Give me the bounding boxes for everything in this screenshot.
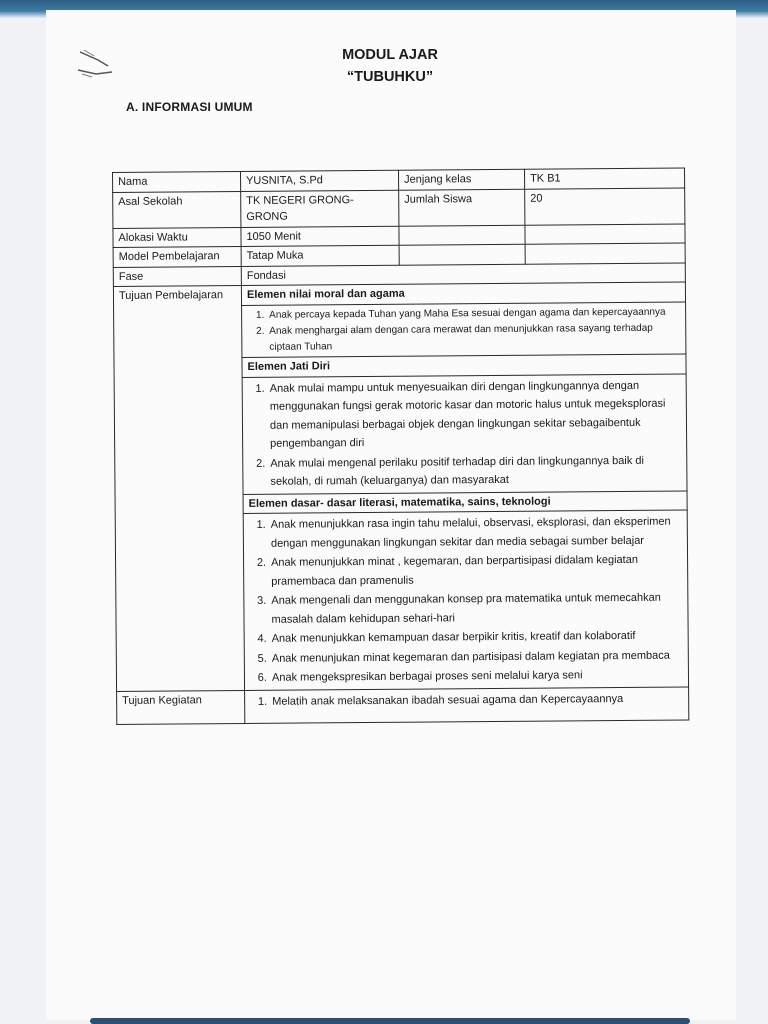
bottom-edge-shadow: [90, 1018, 690, 1024]
jenjang-value: TK B1: [524, 168, 684, 189]
tujuan-kegiatan-items: [245, 686, 689, 723]
info-table-wrapper: [112, 168, 689, 772]
sekolah-label: Asal Sekolah: [113, 191, 241, 228]
tujuan-pembelajaran-label: Tujuan Pembelajaran: [113, 285, 244, 690]
list-item: 1. Anak menunjukkan rasa ingin tahu melalui, observasi, eksplorasi, dan eksperimen dengan menggunakan lingkungan sekitar dan media sebagai sumber belajar: [269, 513, 682, 553]
empty-cell: [399, 225, 525, 245]
section-title-jati-diri: Elemen Jati Diri: [242, 354, 686, 377]
table-row: [113, 188, 685, 228]
objective-list: [250, 689, 683, 711]
list-item: 5. Anak menunjukan minat kegemaran dan partisipasi dalam kegiatan pra membaca: [270, 646, 683, 668]
objective-list: [247, 304, 680, 355]
empty-cell: [399, 244, 525, 264]
list-item: 1. Melatih anak melaksanakan ibadah sesuai agama dan Kepercayaannya: [270, 689, 683, 711]
alokasi-value: 1050 Menit: [241, 226, 399, 247]
section-title-literasi: Elemen dasar- dasar literasi, matematika, sains, teknologi: [243, 490, 687, 513]
list-item: 3. Anak mengenali dan menggunakan konsep pra matematika untuk memecahkan masalah dalam kehidupan sehari-hari: [269, 589, 682, 629]
objective-list: [249, 513, 683, 688]
empty-cell: [525, 243, 685, 264]
jumlah-label: Jumlah Siswa: [399, 189, 525, 226]
empty-cell: [525, 224, 685, 245]
model-value: Tatap Muka: [241, 245, 399, 266]
list-item: 4. Anak menunjukkan kemampuan dasar berpikir kritis, kreatif dan kolaboratif: [270, 627, 683, 649]
list-item: 2. Anak mulai mengenal perilaku positif terhadap diri dan lingkungannya baik di sekolah, di rumah (keluarganya) dan masyarakat: [268, 451, 681, 491]
list-item: 2. Anak menghargai alam dengan cara merawat dan menunjukkan rasa sayang terhadap ciptaan Tuhan: [267, 321, 680, 355]
model-label: Model Pembelajaran: [113, 246, 241, 267]
list-item: 2. Anak menunjukkan minat , kegemaran, dan berpartisipasi didalam kegiatan pramembaca dan pramenulis: [269, 551, 682, 591]
document-subtitle: “TUBUHKU”: [346, 69, 434, 85]
list-item: 6. Anak mengekspresikan berbagai proses seni melalui karya seni: [270, 666, 683, 688]
section-items-moral: [242, 301, 686, 357]
section-items-jati-diri: [242, 373, 687, 493]
list-item: 1. Anak percaya kepada Tuhan yang Maha Esa sesuai dengan agama dan kepercayaannya: [267, 304, 680, 323]
section-items-literasi: [243, 510, 688, 690]
tujuan-kegiatan-label: Tujuan Kegiatan: [117, 690, 245, 725]
fase-label: Fase: [113, 266, 241, 287]
objective-list: [248, 376, 682, 491]
document-title: MODUL AJAR: [342, 47, 438, 63]
nama-value: YUSNITA, S.Pd: [240, 170, 398, 191]
table-row: [117, 686, 689, 724]
sekolah-value: TK NEGERI GRONG-GRONG: [241, 190, 399, 227]
jumlah-value: 20: [525, 188, 685, 225]
section-title-moral: Elemen nilai moral dan agama: [241, 282, 685, 305]
section-heading: A. INFORMASI UMUM: [126, 100, 253, 114]
fase-value: Fondasi: [241, 263, 685, 286]
list-item: 1. Anak mulai mampu untuk menyesuaikan diri dengan lingkungannya dengan menggunakan fungsi gerak motoric kasar dan motoric halus untuk megeksplorasi dan memanipulasi berbagai objek dengan lingkungan sekitar sebagaibentuk pengembangan diri: [268, 376, 682, 453]
alokasi-label: Alokasi Waktu: [113, 227, 241, 248]
nama-label: Nama: [113, 171, 241, 192]
document-title-block: [250, 44, 530, 88]
jenjang-label: Jenjang kelas: [398, 169, 524, 189]
info-table: [112, 167, 689, 724]
pen-mark-icon: [76, 44, 120, 82]
